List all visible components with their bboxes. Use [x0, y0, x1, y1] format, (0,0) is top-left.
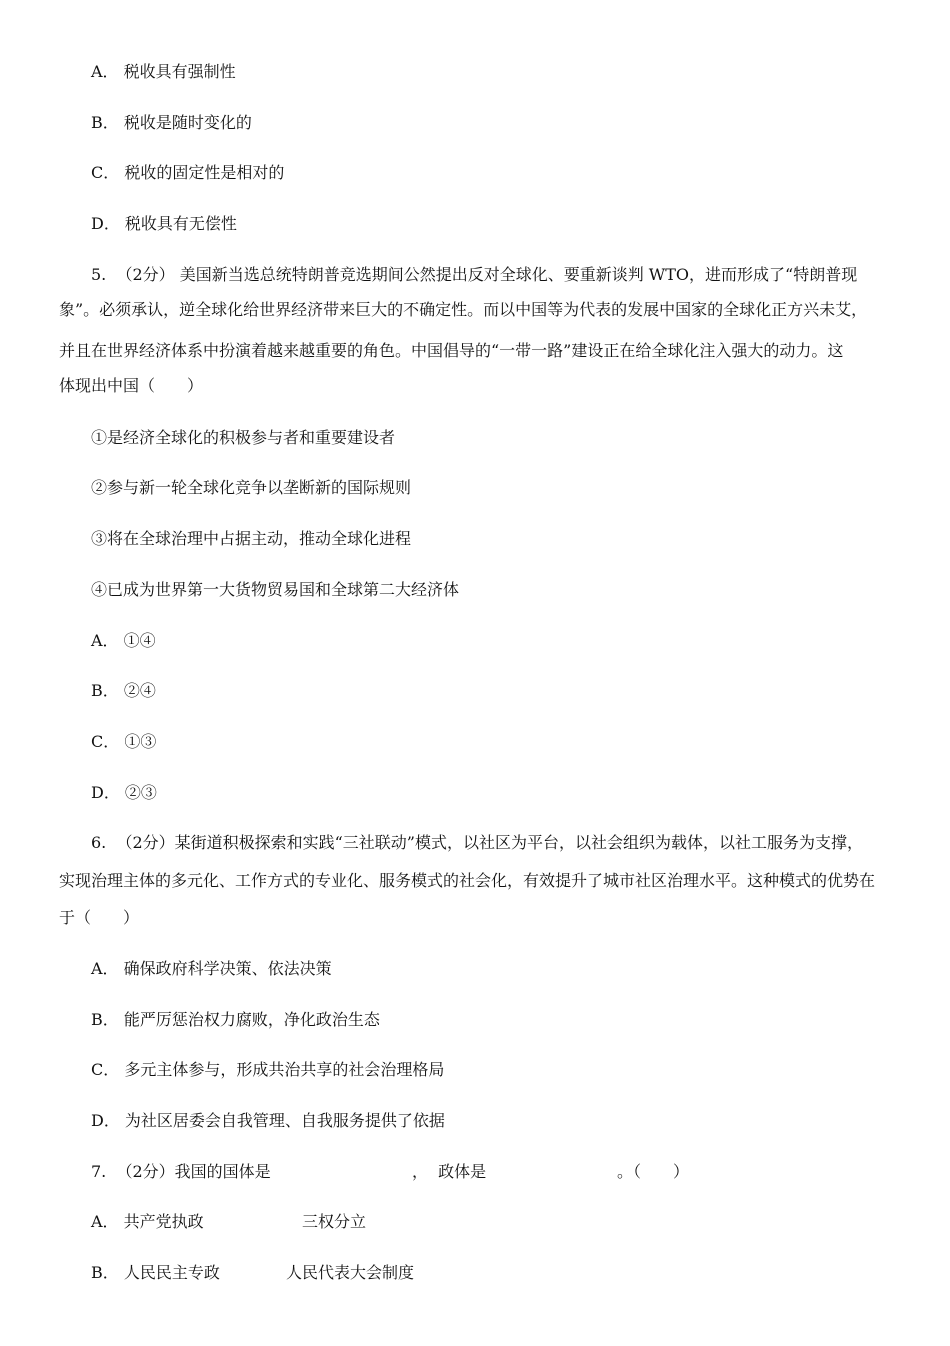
q7-option-b-second: 人民代表大会制度: [286, 1263, 415, 1282]
q6-stem-line-3: 于（ ）: [59, 908, 140, 927]
q6-option-a: A． 确保政府科学决策、依法决策: [91, 959, 332, 978]
q7-stem-part-3: 。（ ）: [617, 1162, 690, 1181]
q6-option-b: B． 能严厉惩治权力腐败，净化政治生态: [91, 1010, 380, 1029]
q6-stem-line-1: 6. （2分）某街道积极探索和实践“三社联动”模式，以社区为平台，以社会组织为载体，以社工服务为支撑，: [91, 833, 863, 852]
q5-option-c: C． ①③: [91, 732, 157, 751]
q7-stem-part-2: ， 政体是: [412, 1162, 487, 1181]
q5-option-a: A． ①④: [91, 631, 156, 650]
q5-statement-2: ②参与新一轮全球化竞争以垄断新的国际规则: [91, 478, 412, 497]
q5-stem-line-2: 象”。必须承认，逆全球化给世界经济带来巨大的不确定性。而以中国等为代表的发展中国家的全球化正方兴未艾，: [59, 300, 868, 319]
q6-stem-line-2: 实现治理主体的多元化、工作方式的专业化、服务模式的社会化，有效提升了城市社区治理水平。这种模式的优势在: [59, 871, 876, 890]
q5-option-d: D． ②③: [91, 783, 157, 802]
q6-option-d: D． 为社区居委会自我管理、自我服务提供了依据: [91, 1111, 445, 1130]
q4-option-c: C． 税收的固定性是相对的: [91, 163, 285, 182]
q5-statement-4: ④已成为世界第一大货物贸易国和全球第二大经济体: [91, 580, 460, 599]
q7-stem-part-1: 7. （2分）我国的国体是: [91, 1162, 271, 1181]
q6-option-c: C． 多元主体参与，形成共治共享的社会治理格局: [91, 1060, 445, 1079]
q7-option-b: B． 人民民主专政: [91, 1263, 220, 1282]
q5-statement-1: ①是经济全球化的积极参与者和重要建设者: [91, 428, 396, 447]
q4-option-d: D． 税收具有无偿性: [91, 214, 237, 233]
q7-option-a: A． 共产党执政: [91, 1212, 204, 1231]
q5-stem-line-4: 体现出中国（ ）: [59, 376, 204, 395]
q5-option-b: B． ②④: [91, 681, 156, 700]
q5-statement-3: ③将在全球治理中占据主动，推动全球化进程: [91, 529, 412, 548]
q5-stem-line-1: 5. （2分） 美国新当选总统特朗普竞选期间公然提出反对全球化、要重新谈判 WTO，进而形成了“特朗普现: [91, 265, 858, 284]
q4-option-a: A． 税收具有强制性: [91, 62, 236, 81]
q7-option-a-second: 三权分立: [302, 1212, 367, 1231]
q4-option-b: B． 税收是随时变化的: [91, 113, 252, 132]
q5-stem-line-3: 并且在世界经济体系中扮演着越来越重要的角色。中国倡导的“一带一路”建设正在给全球化注入强大的动力。这: [59, 341, 844, 360]
